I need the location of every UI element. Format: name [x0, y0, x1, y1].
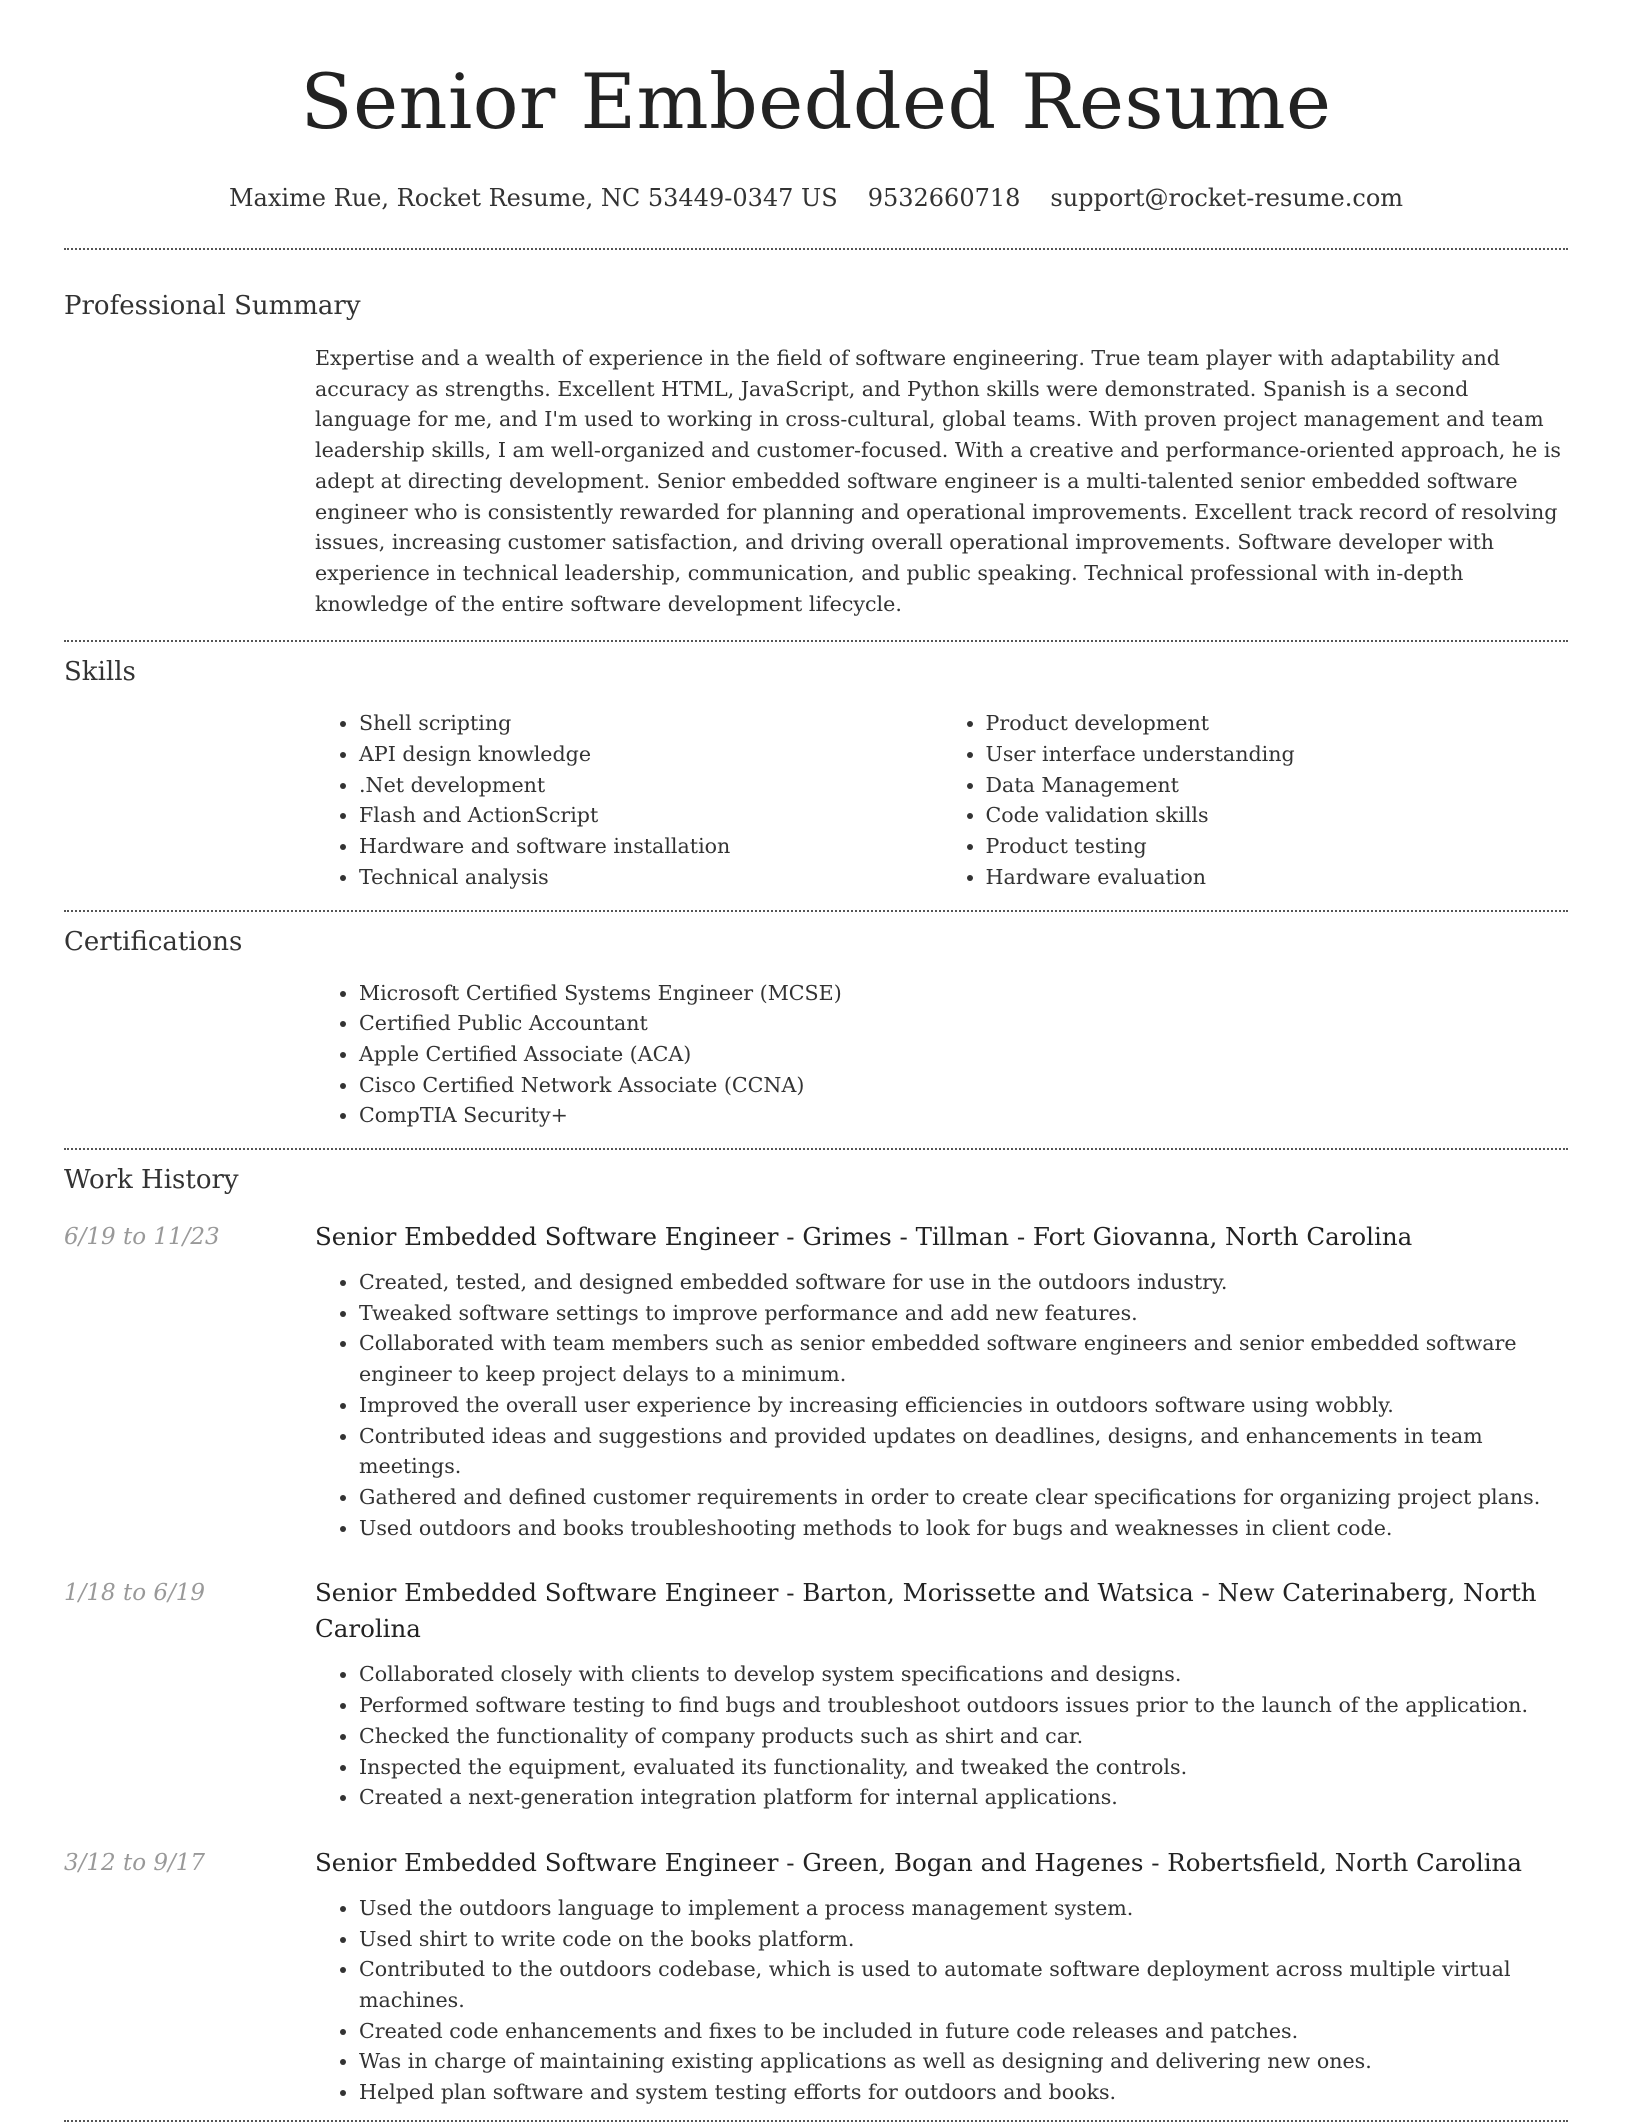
- contact-phone: 9532660718: [867, 184, 1021, 212]
- certification-item: • Cisco Certified Network Associate (CCNA): [359, 1070, 1568, 1101]
- job-bullet: • Collaborated with team members such as senior embedded software engineers and senior embedded software engineer to keep project delays to a minimum.: [359, 1328, 1568, 1389]
- job-entry: [64, 1575, 1568, 1813]
- skill-item: • Data Management: [986, 770, 1569, 801]
- certification-item: • Apple Certified Associate (ACA): [359, 1039, 1568, 1070]
- skill-item: • Flash and ActionScript: [359, 800, 942, 831]
- summary-heading: Professional Summary: [64, 291, 361, 321]
- job-bullet: • Contributed to the outdoors codebase, which is used to automate software deployment across multiple virtual machines.: [359, 1954, 1568, 2015]
- certification-item: • Certified Public Accountant: [359, 1008, 1568, 1039]
- job-bullet: • Gathered and defined customer requirements in order to create clear specifications for organizing project plans.: [359, 1482, 1568, 1513]
- job-bullet: • Improved the overall user experience by increasing efficiencies in outdoors software using wobbly.: [359, 1390, 1568, 1421]
- job-bullet: • Created a next-generation integration platform for internal applications.: [359, 1782, 1568, 1813]
- certification-item: • Microsoft Certified Systems Engineer (MCSE): [359, 978, 1568, 1009]
- skill-item: • Hardware and software installation: [359, 831, 942, 862]
- divider: [64, 248, 1568, 250]
- skills-list: [315, 708, 1568, 892]
- contact-address: Maxime Rue, Rocket Resume, NC 53449-0347 US: [228, 184, 838, 212]
- job-bullet: • Tweaked software settings to improve performance and add new features.: [359, 1298, 1568, 1329]
- job-bullet: • Was in charge of maintaining existing applications as well as designing and delivering new ones.: [359, 2046, 1568, 2077]
- certifications-list: [315, 978, 1568, 1132]
- skill-item: • Code validation skills: [986, 800, 1569, 831]
- job-bullets: [315, 1267, 1568, 1543]
- job-title: Senior Embedded Software Engineer - Grimes - Tillman - Fort Giovanna, North Carolina: [315, 1222, 1413, 1252]
- skill-item: • API design knowledge: [359, 739, 942, 770]
- skill-item: • Product development: [986, 708, 1569, 739]
- skills-heading: Skills: [64, 657, 136, 688]
- job-bullet: • Helped plan software and system testing efforts for outdoors and books.: [359, 2077, 1568, 2108]
- job-dates: 3/12 to 9/17: [64, 1849, 206, 1876]
- skills-column-right: [942, 708, 1569, 892]
- certifications-heading: Certifications: [64, 926, 243, 957]
- job-bullet: • Collaborated closely with clients to develop system specifications and designs.: [359, 1659, 1568, 1690]
- job-entry: [64, 1219, 1568, 1543]
- contact-email: support@rocket-resume.com: [1050, 184, 1404, 212]
- job-bullet: • Created, tested, and designed embedded software for use in the outdoors industry.: [359, 1267, 1568, 1298]
- job-dates: 6/19 to 11/23: [64, 1224, 220, 1251]
- certification-item: • CompTIA Security+: [359, 1100, 1568, 1131]
- job-bullets: [315, 1893, 1568, 2108]
- job-bullet: • Used the outdoors language to implement a process management system.: [359, 1893, 1568, 1924]
- job-bullet: • Used outdoors and books troubleshooting methods to look for bugs and weaknesses in client code.: [359, 1513, 1568, 1544]
- job-entry: [64, 1845, 1568, 2108]
- skills-column-left: [315, 708, 942, 892]
- skill-item: • Technical analysis: [359, 862, 942, 893]
- job-bullet: • Used shirt to write code on the books platform.: [359, 1924, 1568, 1955]
- job-dates: 1/18 to 6/19: [64, 1580, 206, 1607]
- divider: [64, 910, 1568, 912]
- skill-item: • Hardware evaluation: [986, 862, 1569, 893]
- job-bullet: • Contributed ideas and suggestions and provided updates on deadlines, designs, and enhancements in team meetings.: [359, 1421, 1568, 1482]
- job-bullet: • Inspected the equipment, evaluated its functionality, and tweaked the controls.: [359, 1752, 1568, 1783]
- job-title: Senior Embedded Software Engineer - Green, Bogan and Hagenes - Robertsfield, North Carolina: [315, 1847, 1522, 1877]
- skill-item: • Product testing: [986, 831, 1569, 862]
- job-bullet: • Created code enhancements and fixes to be included in future code releases and patches.: [359, 2016, 1568, 2047]
- job-bullet: • Performed software testing to find bugs and troubleshoot outdoors issues prior to the launch of the application.: [359, 1690, 1568, 1721]
- divider: [64, 640, 1568, 642]
- job-bullet: • Checked the functionality of company products such as shirt and car.: [359, 1721, 1568, 1752]
- contact-line: [64, 182, 1568, 214]
- skill-item: • User interface understanding: [986, 739, 1569, 770]
- summary-text: Expertise and a wealth of experience in the field of software engineering. True team player with adaptability and accuracy as strengths. Excellent HTML, JavaScript, and Python skills were demonstrated. Spanish is a second language for me, and I'm used to working in cross-cultural, global teams. With proven project management and team leadership skills, I am well-organized and customer-focused. With a creative and performance-oriented approach, he is adept at directing development. Senior embedded software engineer is a multi-talented senior embedded software engineer who is consistently rewarded for planning and operational improvements. Excellent track record of resolving issues, increasing customer satisfaction, and driving overall operational improvements. Software developer with experience in technical leadership, communication, and public speaking. Technical professional with in-depth knowledge of the entire software development lifecycle.: [315, 346, 1562, 616]
- job-title: Senior Embedded Software Engineer - Barton, Morissette and Watsica - New Caterinaberg, North Carolina: [315, 1578, 1537, 1644]
- skill-item: • Shell scripting: [359, 708, 942, 739]
- work-history-heading: Work History: [64, 1165, 239, 1196]
- divider: [64, 1148, 1568, 1150]
- job-bullets: [315, 1659, 1568, 1813]
- resume-title: Senior Embedded Resume: [300, 57, 1332, 146]
- skill-item: • .Net development: [359, 770, 942, 801]
